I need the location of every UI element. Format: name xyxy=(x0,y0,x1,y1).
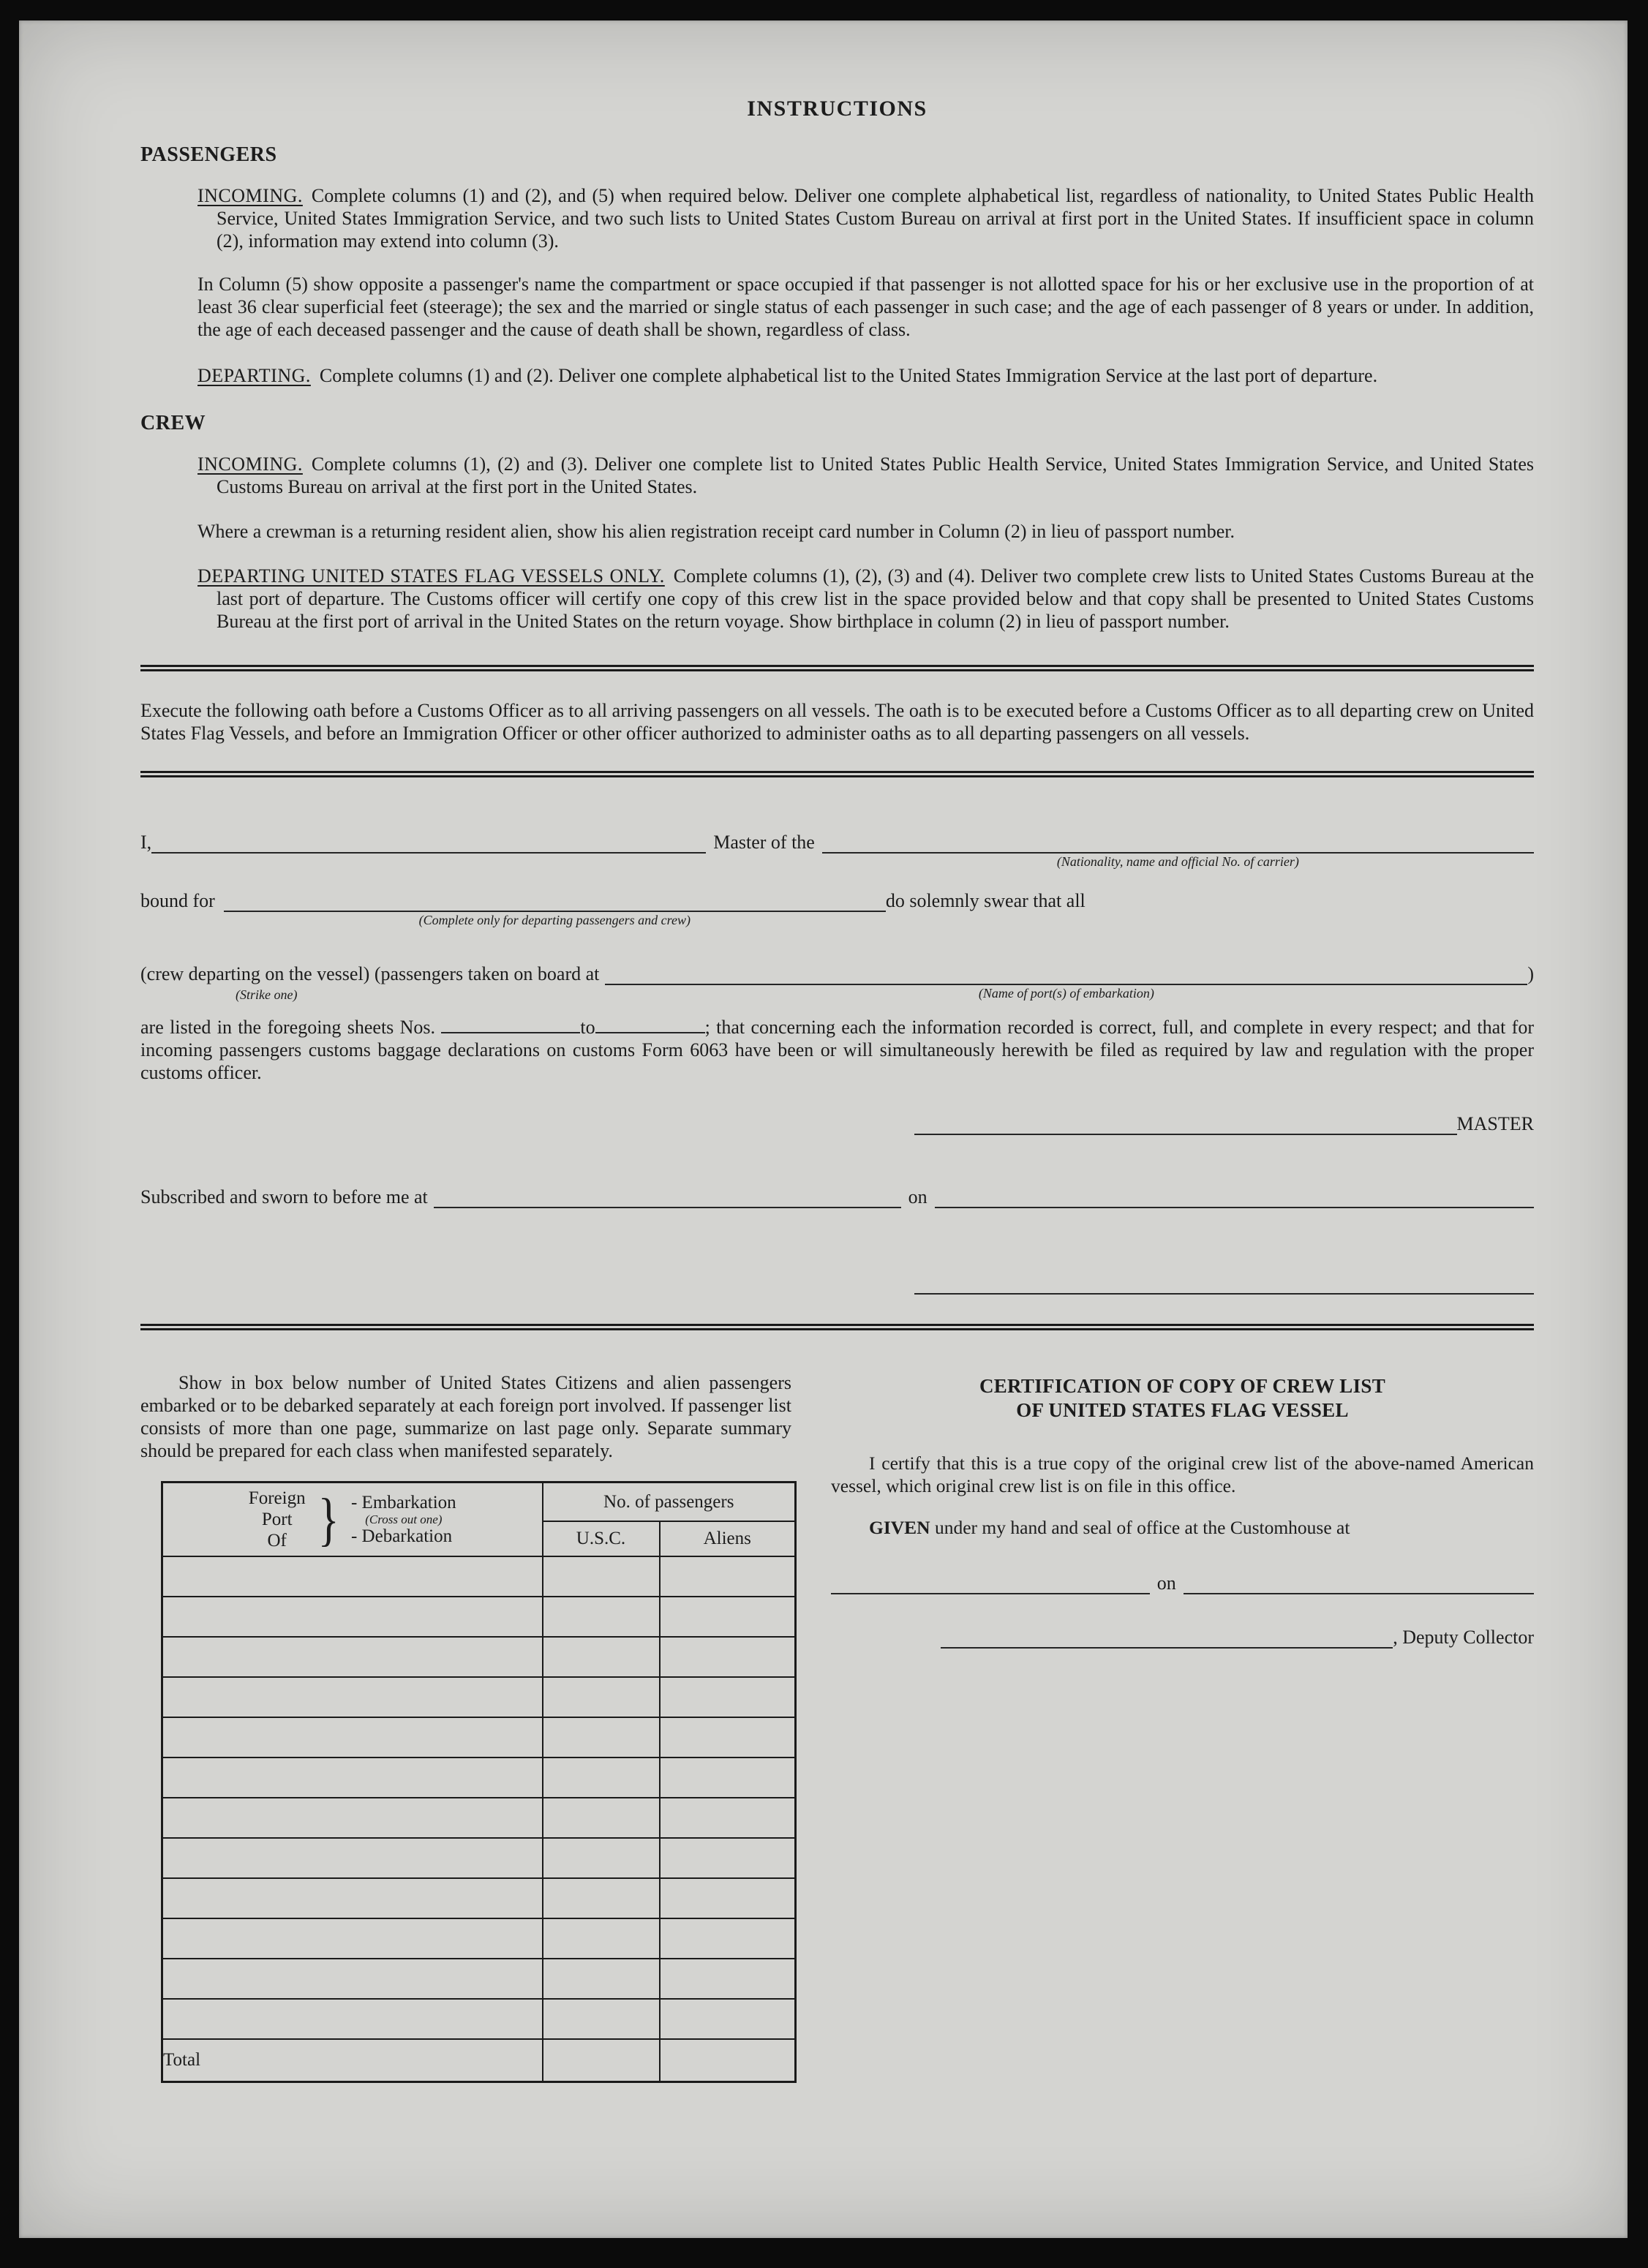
deputy-collector-label: , Deputy Collector xyxy=(1393,1627,1534,1648)
deputy-collector-line xyxy=(831,1627,1534,1649)
bound-for-hint: (Complete only for departing passengers and crew) xyxy=(418,913,691,927)
total-usc-cell xyxy=(543,2039,660,2081)
debarkation-option: - Debarkation xyxy=(350,1526,453,1546)
summary-empty-row xyxy=(162,1637,796,1677)
destination-blank xyxy=(224,892,886,927)
cross-out-hint: (Cross out one) xyxy=(365,1512,443,1526)
strike-one-hint: (Strike one) xyxy=(236,987,298,1002)
summary-empty-cell xyxy=(543,1677,660,1717)
summary-empty-row xyxy=(162,1878,796,1918)
given-label: GIVEN xyxy=(869,1517,930,1538)
sheets-from-blank xyxy=(441,1017,580,1033)
summary-empty-cell xyxy=(543,1959,660,1999)
crew-resident-alien-paragraph: Where a crewman is a returning resident alien, show his alien registration receipt card number in Column (2) in lieu of passport number. xyxy=(197,521,1235,542)
summary-empty-cell xyxy=(162,1717,543,1757)
oath-bound-for-line xyxy=(140,890,1534,927)
summary-empty-cell xyxy=(660,1717,796,1757)
sheets-text-1: are listed in the foregoing sheets Nos. xyxy=(140,1017,436,1038)
bound-for-label: bound for xyxy=(140,890,215,911)
carrier-hint: (Nationality, name and official No. of carrier) xyxy=(1056,854,1299,869)
usc-column-header: U.S.C. xyxy=(543,1521,660,1556)
summary-empty-cell xyxy=(660,1878,796,1918)
summary-empty-cell xyxy=(162,1597,543,1637)
summary-empty-cell xyxy=(660,1637,796,1677)
summary-empty-row xyxy=(162,1959,796,1999)
total-label-cell: Total xyxy=(162,2039,543,2081)
summary-empty-cell xyxy=(162,1838,543,1878)
bottom-section xyxy=(140,1371,1534,2083)
summary-empty-cell xyxy=(162,1878,543,1918)
summary-empty-cell xyxy=(162,1918,543,1959)
summary-empty-cell xyxy=(543,1918,660,1959)
crew-incoming-text: Complete columns (1), (2) and (3). Deliver one complete list to United States Public Health Service, United States Immigration Service, and United States Customs Bureau on arrival at the first port in the United States. xyxy=(217,453,1534,497)
sworn-date-blank xyxy=(935,1188,1534,1208)
crew-departing-paragraph xyxy=(197,565,1534,633)
oath-master-line xyxy=(140,832,1534,869)
sheets-text-2: ; that concerning each the information recorded is correct, full, and complete in every respect; and that for incoming passengers customs baggage declarations on customs Form 6063 have been or will simultaneously herewith be filed as required by law and regulation with the proper customs officer. xyxy=(140,1017,1534,1083)
summary-instructions: Show in box below number of United States Citizens and alien passengers embarked or to be debarked separately at each foreign port involved. If passenger list consists of more than one page, summarize on last page only. Separate summary should be prepared for each class when manifested separately. xyxy=(140,1372,791,1461)
summary-empty-cell xyxy=(543,1637,660,1677)
master-of-label: Master of the xyxy=(713,832,815,853)
summary-empty-cell xyxy=(543,1717,660,1757)
embarkation-hint: (Name of port(s) of embarkation) xyxy=(978,986,1154,1001)
swear-label: do solemnly swear that all xyxy=(885,890,1086,911)
customhouse-place-blank xyxy=(831,1574,1150,1594)
certification-title: CERTIFICATION OF COPY OF CREW LIST OF UNITED STATES FLAG VESSEL xyxy=(979,1375,1386,1421)
on-label: on xyxy=(908,1186,928,1208)
summary-empty-row xyxy=(162,1918,796,1959)
summary-empty-cell xyxy=(660,1597,796,1637)
divider-rule xyxy=(140,771,1534,777)
cert-date-blank xyxy=(1184,1574,1534,1594)
port-summary-column xyxy=(140,1371,791,2083)
divider-rule xyxy=(140,1324,1534,1330)
passengers-departing-paragraph xyxy=(197,364,1534,387)
summary-empty-row xyxy=(162,1999,796,2039)
port-summary-table xyxy=(161,1481,797,2083)
crew-incoming-paragraph xyxy=(197,453,1534,498)
oath-embarkation-line xyxy=(140,963,1534,1002)
passengers-column5-paragraph: In Column (5) show opposite a passenger's name the compartment or space occupied if that passenger is not allotted space for his or her exclusive use in the proportion of at least 36 clear superficial feet (steerage); the sex and the married or single status of each passenger in such case; and the age of each passenger of 8 years or under. In addition, the age of each deceased passenger and the cause of death shall be shown, regardless of class. xyxy=(197,274,1534,340)
customhouse-date-line xyxy=(831,1572,1534,1594)
embarkation-port-blank xyxy=(605,965,1527,1001)
i-label: I, xyxy=(140,832,152,853)
incoming-text: Complete columns (1) and (2), and (5) when required below. Deliver one complete alphabetical list, regardless of nationality, to United States Public Health Service, United States Immigration Service, and two such lists to United States Custom Bureau on arrival at first port in the United States. If insufficient space in column (2), information may extend into column (3). xyxy=(217,185,1534,252)
summary-empty-row xyxy=(162,1677,796,1717)
total-aliens-cell xyxy=(660,2039,796,2081)
page-content xyxy=(140,97,1534,2083)
departing-label: DEPARTING. xyxy=(197,365,311,386)
summary-empty-row xyxy=(162,1757,796,1798)
notary-signature-line xyxy=(140,1274,1534,1295)
summary-empty-cell xyxy=(660,1838,796,1878)
subscribed-line xyxy=(140,1186,1534,1208)
given-paragraph xyxy=(831,1516,1534,1539)
certification-column xyxy=(831,1371,1534,2083)
foreign-port-header-cell xyxy=(162,1483,543,1557)
oath-sheets-paragraph xyxy=(140,1016,1534,1084)
passengers-count-header: No. of passengers xyxy=(543,1483,796,1522)
summary-empty-cell xyxy=(660,1757,796,1798)
summary-empty-cell xyxy=(660,1798,796,1838)
summary-empty-cell xyxy=(660,1556,796,1597)
embarkation-option: - Embarkation xyxy=(350,1493,456,1512)
aliens-column-header: Aliens xyxy=(660,1521,796,1556)
embark-debark-options xyxy=(351,1493,456,1546)
departing-text: Complete columns (1) and (2). Deliver one complete alphabetical list to the United States Immigration Service at the last port of departure. xyxy=(319,365,1378,386)
summary-empty-cell xyxy=(162,1637,543,1677)
notary-signature-blank xyxy=(914,1274,1534,1295)
master-signature-line xyxy=(140,1113,1534,1135)
summary-empty-row xyxy=(162,1556,796,1597)
sheets-to-blank xyxy=(595,1017,705,1033)
given-text: under my hand and seal of office at the Customhouse at xyxy=(934,1517,1350,1538)
crew-departing-text: Complete columns (1), (2), (3) and (4). Deliver two complete crew lists to United States Customs Bureau at the last port of departure. The Customs officer will certify one copy of this crew list in the space provided below and that copy shall be presented to United States Customs Bureau at the first port of arrival in the United States on the return voyage. Show birthplace in column (2) in lieu of passport number. xyxy=(217,565,1534,632)
summary-empty-cell xyxy=(543,1757,660,1798)
summary-empty-cell xyxy=(162,1556,543,1597)
divider-rule xyxy=(140,665,1534,671)
subscribed-label: Subscribed and sworn to before me at xyxy=(140,1186,428,1208)
summary-empty-cell xyxy=(162,1677,543,1717)
deputy-signature-blank xyxy=(941,1628,1393,1649)
summary-empty-cell xyxy=(660,1999,796,2039)
crew-departing-option-label: (crew departing on the vessel) (passengers taken on board at xyxy=(140,963,600,984)
crew-heading: CREW xyxy=(140,412,206,434)
summary-empty-row xyxy=(162,1717,796,1757)
incoming-label: INCOMING. xyxy=(197,185,303,206)
summary-empty-cell xyxy=(162,1959,543,1999)
foreign-port-words: Foreign Port Of xyxy=(248,1488,306,1551)
master-signature-blank xyxy=(914,1115,1457,1135)
summary-empty-cell xyxy=(660,1959,796,1999)
sheets-to-label: to xyxy=(580,1017,595,1038)
summary-empty-cell xyxy=(543,1798,660,1838)
summary-empty-cell xyxy=(660,1918,796,1959)
summary-empty-cell xyxy=(162,1757,543,1798)
carrier-blank xyxy=(822,833,1534,869)
passengers-heading: PASSENGERS xyxy=(140,143,277,166)
summary-empty-row xyxy=(162,1597,796,1637)
summary-empty-row xyxy=(162,1798,796,1838)
summary-empty-cell xyxy=(543,1838,660,1878)
crew-departing-label: DEPARTING UNITED STATES FLAG VESSELS ONLY. xyxy=(197,565,665,587)
page-title: INSTRUCTIONS xyxy=(747,97,928,121)
summary-empty-cell xyxy=(543,1999,660,2039)
summary-total-row xyxy=(162,2039,796,2081)
summary-empty-cell xyxy=(162,1798,543,1838)
summary-empty-cell xyxy=(543,1597,660,1637)
scanned-form-page xyxy=(19,20,1628,2238)
brace-icon: } xyxy=(317,1487,339,1552)
summary-empty-row xyxy=(162,1838,796,1878)
summary-empty-cell xyxy=(543,1556,660,1597)
sworn-place-blank xyxy=(434,1188,901,1208)
oath-intro-paragraph: Execute the following oath before a Customs Officer as to all arriving passengers on all vessels. The oath is to be executed before a Customs Officer as to all departing crew on United States Flag Vessels, and before an Immigration Officer or other officer authorized to administer oaths as to all departing passengers on all vessels. xyxy=(140,700,1534,744)
summary-empty-cell xyxy=(543,1878,660,1918)
summary-empty-cell xyxy=(660,1677,796,1717)
certification-body: I certify that this is a true copy of the original crew list of the above-named American vessel, which original crew list is on file in this office. xyxy=(831,1453,1534,1496)
passengers-incoming-paragraph xyxy=(197,184,1534,252)
cert-on-label: on xyxy=(1156,1572,1176,1594)
master-name-blank xyxy=(151,833,706,854)
crew-incoming-label: INCOMING. xyxy=(197,453,303,475)
summary-empty-cell xyxy=(162,1999,543,2039)
close-paren-label: ) xyxy=(1527,963,1534,984)
master-label: MASTER xyxy=(1456,1113,1534,1134)
